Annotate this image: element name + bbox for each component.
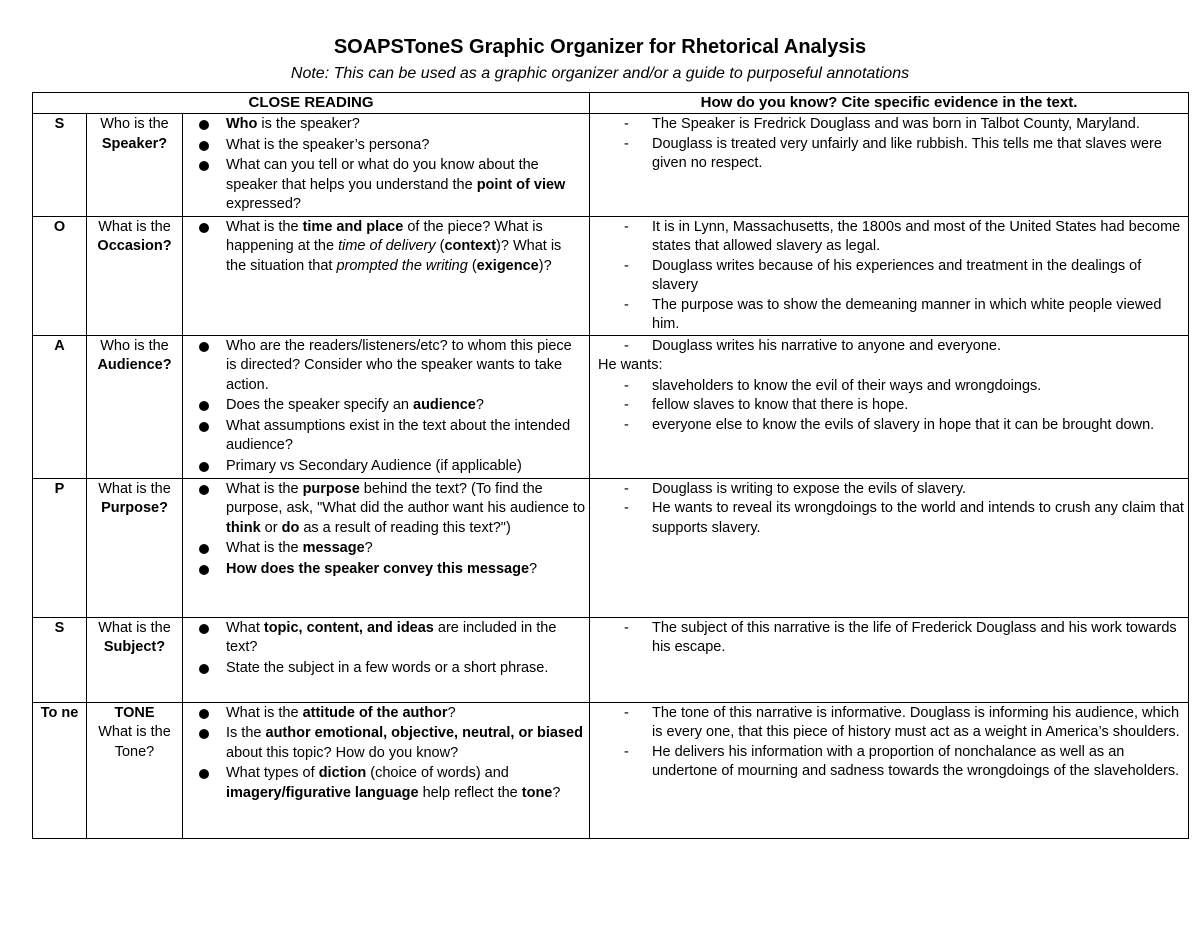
table-row: [33, 216, 1189, 335]
row-label-text: What is the Tone?: [98, 724, 171, 760]
row-label: [87, 478, 183, 617]
evidence-item: - Douglass is treated very unfairly and like rubbish. This tells me that slaves were given no respect.: [652, 135, 1184, 174]
row-label-text: What is the: [98, 218, 171, 235]
evidence-item: - Douglass writes his narrative to anyone and everyone.: [652, 337, 1184, 357]
row-label-keyword: Subject?: [103, 639, 166, 655]
table-row: [33, 617, 1189, 702]
evidence-text: He wants:: [598, 357, 663, 373]
evidence-cell: [590, 617, 1189, 702]
evidence-item: - fellow slaves to know that there is hope.: [652, 396, 1184, 416]
question-item: Who is the speaker?: [226, 115, 585, 135]
table-row: [33, 114, 1189, 217]
evidence-item: - The Speaker is Fredrick Douglass and was born in Talbot County, Maryland.: [652, 115, 1184, 135]
question-item: State the subject in a few words or a short phrase.: [226, 659, 585, 679]
question-item: What assumptions exist in the text about the intended audience?: [226, 417, 585, 456]
evidence-item: - The purpose was to show the demeaning manner in which white people viewed him.: [652, 296, 1184, 335]
question-item: Who are the readers/listeners/etc? to whom this piece is directed? Consider who the speaker wants to take action.: [226, 337, 585, 396]
row-letter: S: [33, 617, 87, 702]
row-label: [87, 702, 183, 838]
question-item: What is the attitude of the author?: [226, 704, 585, 724]
row-letter: P: [33, 478, 87, 617]
question-item: Is the author emotional, objective, neutral, or biased about this topic? How do you know?: [226, 724, 585, 763]
row-label-keyword: Audience?: [97, 357, 172, 373]
evidence-item: - He wants to reveal its wrongdoings to the world and intends to crush any claim that supports slavery.: [652, 499, 1184, 538]
close-reading-questions: [183, 617, 590, 702]
evidence-item: - Douglass writes because of his experiences and treatment in the dealings of slavery: [652, 257, 1184, 296]
question-item: Does the speaker specify an audience?: [226, 396, 585, 416]
question-item: What is the time and place of the piece? What is happening at the time of delivery (context)? What is the situation that prompted the writing (exigence)?: [226, 218, 585, 277]
evidence-item: - He delivers his information with a proportion of nonchalance as well as an undertone of mourning and sadness towards the wrongdoings of the slaveholders.: [652, 743, 1184, 782]
row-letter: S: [33, 114, 87, 217]
evidence-item: - Douglass is writing to expose the evils of slavery.: [652, 480, 1184, 500]
evidence-cell: [590, 335, 1189, 478]
evidence-item: - It is in Lynn, Massachusetts, the 1800s and most of the United States had become states that allowed slavery as legal.: [652, 218, 1184, 257]
question-item: What is the purpose behind the text? (To find the purpose, ask, "What did the author want his audience to think or do as a result of reading this text?"): [226, 480, 585, 539]
evidence-item: - The tone of this narrative is informative. Douglass is informing his audience, which is every one, that this piece of history must act as a weight in America’s shoulders.: [652, 704, 1184, 743]
row-letter: A: [33, 335, 87, 478]
soapstones-table: [32, 92, 1189, 839]
question-item: What is the speaker’s persona?: [226, 136, 585, 156]
question-item: What can you tell or what do you know about the speaker that helps you understand the point of view expressed?: [226, 156, 585, 215]
table-row: [33, 702, 1189, 838]
close-reading-questions: [183, 216, 590, 335]
question-item: Primary vs Secondary Audience (if applicable): [226, 457, 585, 477]
row-letter: O: [33, 216, 87, 335]
header-close-reading: CLOSE READING: [33, 93, 590, 114]
evidence-cell: [590, 478, 1189, 617]
question-item: What is the message?: [226, 539, 585, 559]
row-label-keyword: Purpose?: [101, 500, 168, 516]
row-label-text: What is the: [98, 619, 171, 636]
evidence-item: - The subject of this narrative is the life of Frederick Douglass and his work towards his escape.: [652, 619, 1184, 658]
row-label-keyword: Occasion?: [97, 238, 172, 254]
table-header-row: [33, 93, 1189, 114]
evidence-item: - slaveholders to know the evil of their ways and wrongdoings.: [652, 377, 1184, 397]
evidence-cell: [590, 702, 1189, 838]
evidence-item: - everyone else to know the evils of slavery in hope that it can be brought down.: [652, 416, 1184, 436]
row-label-top: TONE: [114, 704, 155, 721]
close-reading-questions: [183, 335, 590, 478]
question-item: How does the speaker convey this message?: [226, 560, 585, 580]
row-label-text: Who is the: [100, 116, 169, 132]
row-label-text: Who is the: [100, 337, 169, 354]
row-letter: To ne: [33, 702, 87, 838]
row-label: [87, 335, 183, 478]
header-evidence: How do you know? Cite specific evidence in the text.: [590, 93, 1189, 114]
close-reading-questions: [183, 114, 590, 217]
evidence-cell: [590, 114, 1189, 217]
row-label: [87, 617, 183, 702]
table-row: [33, 335, 1189, 478]
page-note: Note: This can be used as a graphic organizer and/or a guide to purposeful annotations: [290, 65, 910, 82]
table-row: [33, 478, 1189, 617]
close-reading-questions: [183, 478, 590, 617]
question-item: What types of diction (choice of words) and imagery/figurative language help reflect the tone?: [226, 764, 585, 803]
table-body: [33, 114, 1189, 839]
row-label-keyword: Speaker?: [101, 135, 168, 152]
evidence-cell: [590, 216, 1189, 335]
question-item: What topic, content, and ideas are included in the text?: [226, 619, 585, 658]
row-label: [87, 216, 183, 335]
page-title: SOAPSToneS Graphic Organizer for Rhetorical Analysis: [333, 36, 867, 58]
close-reading-questions: [183, 702, 590, 838]
row-label: [87, 114, 183, 217]
row-label-text: What is the: [98, 480, 171, 497]
